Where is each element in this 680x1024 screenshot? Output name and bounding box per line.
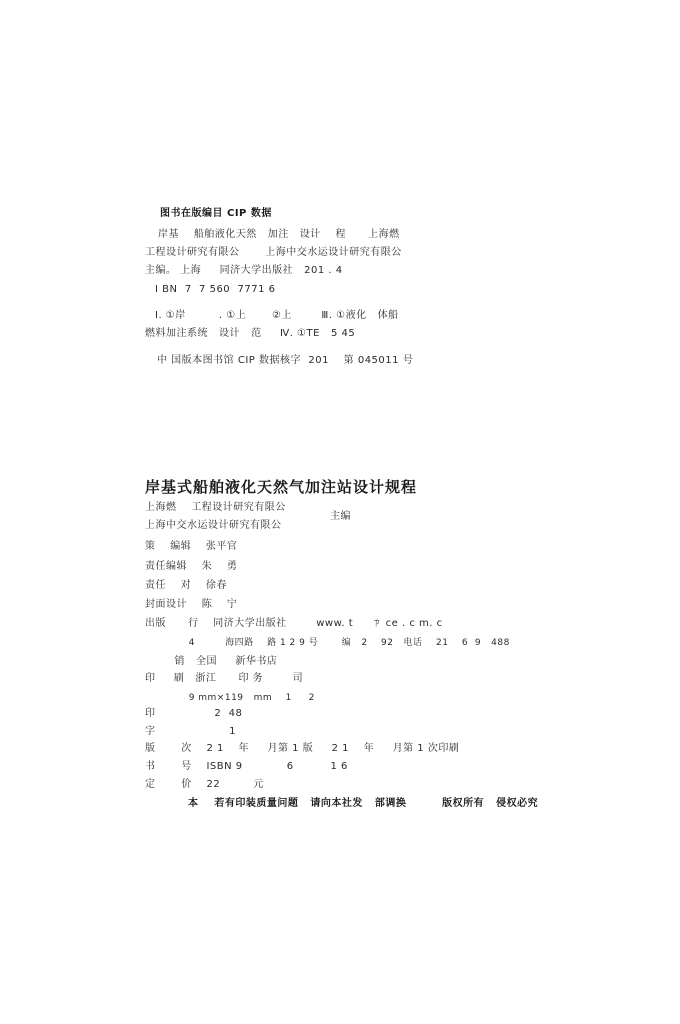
cip-line-2: 工程设计研究有限公 上海中交水运设计研究有限公 — [145, 247, 402, 258]
credit-row: 字 1 — [145, 726, 236, 737]
credit-row: 出版 行 同济大学出版社 www. t ㄗ ce . c m. c — [145, 618, 443, 629]
credit-row: 销 全国 新华书店 — [145, 656, 278, 667]
publisher-org-1: 上海燃 工程设计研究有限公 — [145, 502, 286, 513]
cip-line-3: 主编。 上海 同济大学出版社 201 . 4 — [145, 265, 343, 276]
credit-row: 版 次 2 1 年 月第 1 版 2 1 年 月第 1 次印刷 — [145, 743, 460, 754]
credit-row: 9 mm×119 mm 1 2 — [145, 693, 315, 703]
cip-line-6: 燃料加注系统 设计 范 Ⅳ. ①TE 5 45 — [145, 328, 356, 339]
cip-line-5: Ⅰ. ①岸 . ①上 ②上 Ⅲ. ①液化 体船 — [155, 310, 399, 321]
credit-row: 书 号 ISBN 9 6 1 6 — [145, 761, 348, 772]
credit-row: 责任 对 徐春 — [145, 580, 227, 591]
copyright-footer: 本 若有印装质量问题 请向本社发 部调换 版权所有 侵权必究 — [188, 798, 539, 809]
credit-row: 定 价 22 元 — [145, 779, 264, 790]
credit-row: 印 2 48 — [145, 708, 243, 719]
editor-role: 主编 — [330, 511, 351, 522]
cip-heading: 图书在版编目 CIP 数据 — [160, 208, 272, 219]
book-title: 岸基式船舶液化天然气加注站设计规程 — [145, 478, 418, 496]
credit-row: 策 编辑 张平官 — [145, 541, 238, 552]
publisher-org-2: 上海中交水运设计研究有限公 — [145, 520, 282, 531]
cip-line-1: 岸基 船舶液化天然 加注 设计 程 上海燃 — [158, 229, 400, 240]
cip-line-7: 中 国版本图书馆 CIP 数据核字 201 第 045011 号 — [157, 355, 414, 366]
credit-row: 4 海四路 路 1 2 9 号 编 2 92 电话 21 6 9 488 — [145, 638, 510, 648]
cip-line-4: I BN 7 7 560 7771 6 — [155, 284, 276, 295]
credit-row: 封面设计 陈 宁 — [145, 599, 238, 610]
credit-row: 印 刷 浙江 印 务 司 — [145, 673, 304, 684]
credit-row: 责任编辑 朱 勇 — [145, 561, 238, 572]
